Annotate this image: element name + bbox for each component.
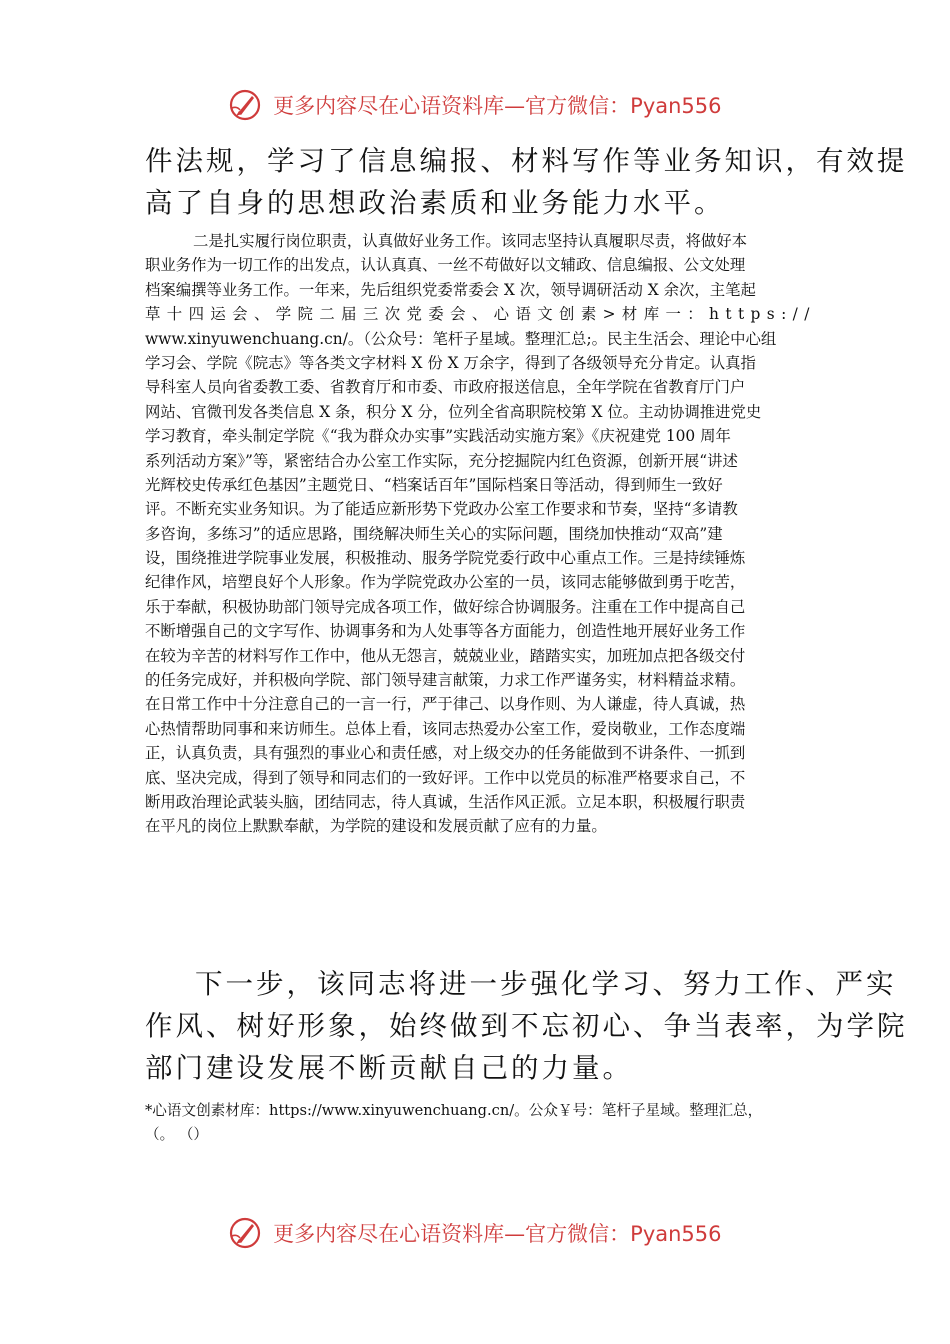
quill-pen-icon [228, 1216, 262, 1250]
text-line: 网站、官微刊发各类信息 X 条，积分 X 分，位列全省高职院校第 X 位。主动协调推进党史 [145, 402, 762, 421]
text-line: 的任务完成好，并积极向学院、部门领导建言献策，力求工作严谨务实，材料精益求精。 [145, 671, 746, 690]
closing-paragraph [145, 963, 908, 1089]
text-line: 在日常工作中十分注意自己的一言一行，严于律己、以身作则、为人谦虚，待人真诚，热 [145, 695, 746, 714]
text-line: 二是扎实履行岗位职责，认真做好业务工作。该同志坚持认真履职尽责，将做好本 [193, 232, 748, 250]
opening-paragraph [145, 140, 908, 224]
text-line: 正，认真负责，具有强烈的事业心和责任感，对上级交办的任务能做到不讲条件、一抓到 [145, 744, 746, 763]
text-line: 作风、树好形象，始终做到不忘初心、争当表率，为学院 [145, 1010, 908, 1042]
text-line: 系列活动方案》”等，紧密结合办公室工作实际，充分挖掘院内红色资源，创新开展“讲述 [145, 451, 738, 470]
text-line: 断用政治理论武装头脑，团结同志，待人真诚，生活作风正派。立足本职，积极履行职责 [145, 792, 746, 811]
text-line: 在平凡的岗位上默默奉献，为学院的建设和发展贡献了应有的力量。 [145, 817, 607, 836]
text-line: 心热情帮助同事和来访师生。总体上看，该同志热爱办公室工作，爱岗敬业，工作态度端 [145, 719, 746, 738]
text-line: 乐于奉献，积极协助部门领导完成各项工作，做好综合协调服务。注重在工作中提高自己 [145, 597, 746, 616]
text-line: 件法规，学习了信息编报、材料写作等业务知识，有效提 [145, 145, 908, 177]
text-line: 纪律作风，培塑良好个人形象。作为学院党政办公室的一员，该同志能够做到勇于吃苦， [145, 573, 746, 592]
text-line: 学习会、学院《院志》等各类文字材料 X 份 X 万余字，得到了各级领导充分肯定。认真指 [145, 353, 756, 372]
text-line: www.xinyuwenchuang.cn/。（公众号：笔杆子星域。整理汇总;。民主生活会、理论中心组 [145, 329, 777, 348]
quill-pen-icon [228, 88, 262, 122]
footnote [145, 1099, 815, 1147]
text-line: 职业务作为一切工作的出发点，认认真真、一丝不苟做好以文辅政、信息编报、公文处理 [145, 256, 746, 275]
body-paragraph [145, 229, 816, 839]
footnote-line: （。 （） [145, 1126, 209, 1143]
footnote-line: *心语文创素材库：https://www.xinyuwenchuang.cn/。公众￥号：笔杆子星域。整理汇总， [145, 1102, 763, 1119]
text-line: 部门建设发展不断贡献自己的力量。 [145, 1052, 633, 1084]
text-line: 高了自身的思想政治素质和业务能力水平。 [145, 187, 725, 219]
text-line: 评。不断充实业务知识。为了能适应新形势下党政办公室工作要求和节奏，坚持“多请教 [145, 500, 738, 519]
text-line: 学习教育，牵头制定学院《“我为群众办实事”实践活动实施方案》《庆祝建党 100 周年 [145, 427, 731, 446]
watermark-text: 更多内容尽在心语资料库—官方微信：Pyan556 [273, 94, 722, 118]
text-line: 下一步，该同志将进一步强化学习、努力工作、严实 [195, 968, 897, 1000]
footer-watermark [0, 1216, 950, 1250]
watermark-text: 更多内容尽在心语资料库—官方微信：Pyan556 [273, 1222, 722, 1246]
text-line: 档案编撰等业务工作。一年来，先后组织党委常委会 X 次，领导调研活动 X 余次，主笔起 [145, 280, 756, 299]
text-line: 设，围绕推进学院事业发展，积极推动、服务学院党委行政中心重点工作。三是持续锤炼 [145, 549, 746, 568]
text-line: 多咨询，多练习”的适应思路，围绕解决师生关心的实际问题，围绕加快推动“双高”建 [145, 524, 723, 543]
text-line: 导科室人员向省委教工委、省教育厅和市委、市政府报送信息，全年学院在省教育厅门户 [145, 378, 746, 397]
text-line: 光辉校史传承红色基因”主题党日、“档案话百年”国际档案日等活动，得到师生一致好 [145, 475, 723, 494]
text-line: 在较为辛苦的材料写作工作中，他从无怨言，兢兢业业，踏踏实实，加班加点把各级交付 [145, 646, 746, 665]
text-line: 不断增强自己的文字写作、协调事务和为人处事等各方面能力，创造性地开展好业务工作 [145, 622, 746, 641]
text-line: 底、坚决完成，得到了领导和同志们的一致好评。工作中以党员的标准严格要求自己，不 [145, 768, 746, 787]
text-line: 草十四运会、学院二届三次党委会、心语文创素>材库一：https:// [145, 305, 816, 324]
header-watermark [0, 88, 950, 122]
